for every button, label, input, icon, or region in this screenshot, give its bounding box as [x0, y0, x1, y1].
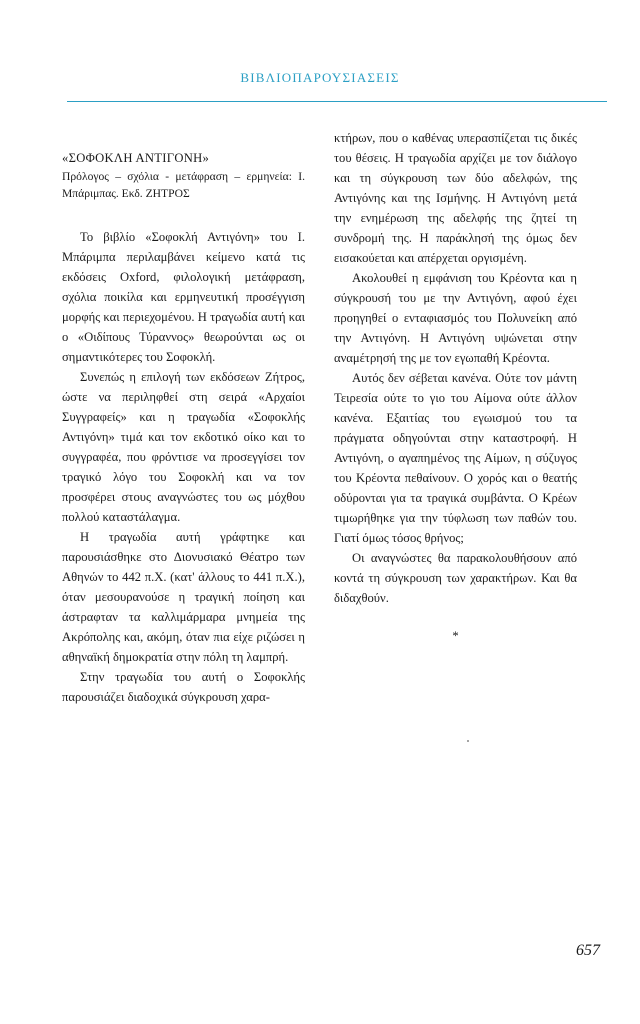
paragraph: Αυτός δεν σέβεται κανένα. Ούτε τον μάντη Τειρεσία ούτε το γιο του Αίμονα ούτε άλλον κανένα. Εξαιτίας του εγωισμού του τα πράγματα οδηγούνται στην καταστροφή. Η Αντιγόνη, ο αγαπημένος της Αίμων, η σύζυγος του Κρέοντα πεθαίνουν. Ο χορός και ο θεατής οδύρονται για τα τραγικά συμβάντα. Ο Κρέων τιμωρήθηκε για την τύφλωση των παθών του. Γιατί όμως τόσος θρήνος; [334, 371, 577, 545]
section-header: ΒΙΒΛΙΟΠΑΡΟΥΣΙΑΣΕΙΣ [240, 70, 400, 85]
header-rule [67, 101, 607, 102]
paragraph: Το βιβλίο «Σοφοκλή Αντιγόνη» του Ι. Μπάριμπα περιλαμβάνει κείμενο κατά τις εκδόσεις Oxford, φιλολογική μετάφραση, σχόλια ποικίλα και ερμηνευτική προσέγγιση μορφής και περιεχομένου. Η τραγωδία αυτή και ο «Οιδίπους Τύραννος» θεωρούνται ως οι σημαντικότερες του Σοφοκλή. [62, 230, 305, 364]
separator-asterisk: * [452, 629, 459, 643]
article-credits: Πρόλογος – σχόλια - μετάφραση – ερμηνεία: Ι. Μπάριμπας. Εκδ. ΖΗΤΡΟΣ [62, 170, 305, 200]
page-number: 657 [576, 942, 600, 959]
paragraph: Συνεπώς η επιλογή των εκδόσεων Ζήτρος, ώστε να περιληφθεί στη σειρά «Αρχαίοι Συγγραφείς» και η τραγωδία «Σοφοκλής Αντιγόνη» τιμά και τον εκδοτικό οίκο και το συγγραφέα, που φρόντισε να προσεγγίσει τον τραγικό λόγο του Σοφοκλή και να τον προσφέρει στους αναγνώστες του ως μόχθου πολλού καταστάλαγμα. [62, 370, 305, 524]
article-title: «ΣΟΦΟΚΛΗ ΑΝΤΙΓΟΝΗ» [62, 151, 210, 165]
left-column [62, 128, 305, 707]
paragraph: Ακολουθεί η εμφάνιση του Κρέοντα και η σύγκρουσή του με την Αντιγόνη, αφού έχει προηγηθεί ο ενταφιασμός του Πολυνείκη από την Αντιγόνη. Η Αντιγόνη υψώνεται στην αναμέτρησή της με τον εγωπαθή Κρέοντα. [334, 271, 577, 365]
right-column [334, 128, 577, 646]
paragraph: Η τραγωδία αυτή γράφτηκε και παρουσιάσθηκε στο Διονυσιακό Θέατρο των Αθηνών το 442 π.Χ. (κατ' άλλους το 441 π.Χ.), όταν μεσουρανούσε η τραγική ποίηση και άστραφταν τα καλλιμάρμαρα μνημεία της Ακρόπολης και, ακόμη, όταν πια είχε ριζώσει η αθηναϊκή δημοκρατία στην πόλη τη λαμπρή. [62, 530, 305, 664]
paragraph: κτήρων, που ο καθένας υπερασπίζεται τις δικές του θέσεις. Η τραγωδία αρχίζει με τον διάλογο και τη σύγκρουση των δύο αδελφών, της Αντιγόνης και της Ισμήνης. Η Αντιγόνη μετά την ενημέρωση της αδελφής της ζητεί τη συνδρομή της. Η παράκλησή της όμως δεν εισακούεται και απέρχεται οργισμένη. [334, 131, 577, 265]
speck [467, 740, 469, 742]
paragraph: Στην τραγωδία του αυτή ο Σοφοκλής παρουσιάζει διαδοχικά σύγκρουση χαρα- [62, 670, 305, 704]
paragraph: Οι αναγνώστες θα παρακολουθήσουν από κοντά τη σύγκρουση των χαρακτήρων. Και θα διδαχθούν. [334, 551, 577, 605]
